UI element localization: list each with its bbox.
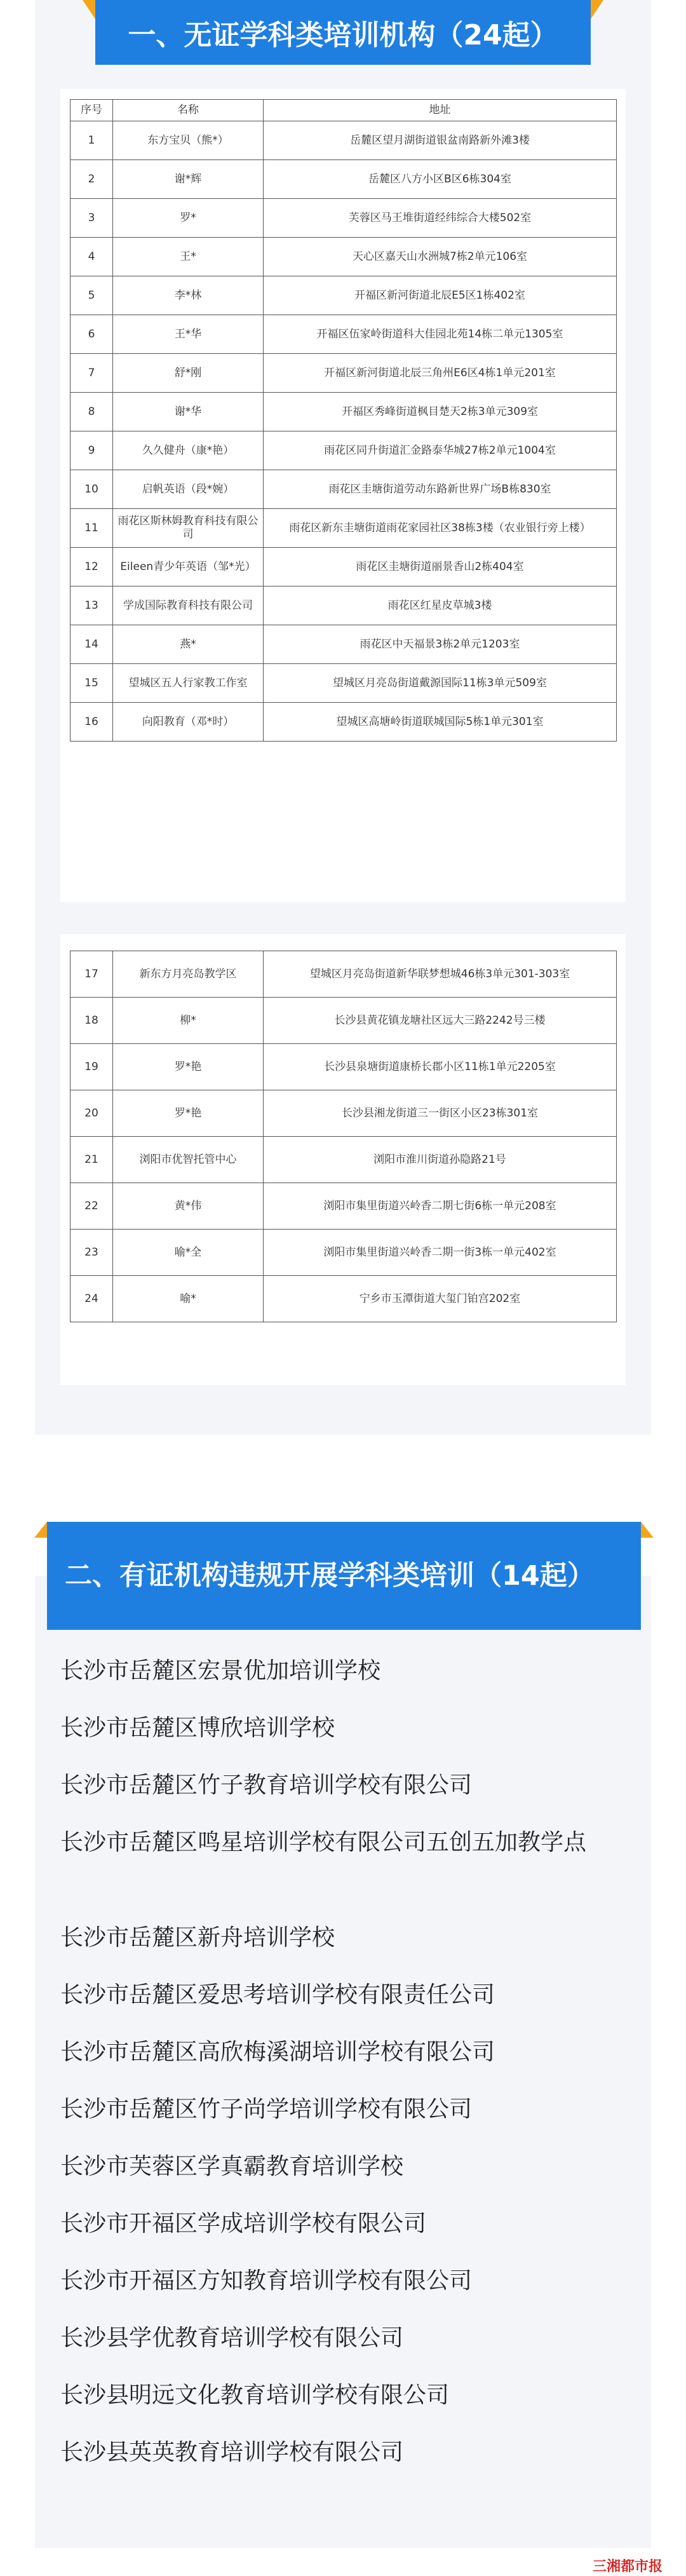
- row-number: 15: [71, 664, 113, 703]
- table-row: [71, 315, 617, 354]
- institution-address: 开福区秀峰街道枫目楚天2栋3单元309室: [264, 393, 617, 431]
- table-row: [71, 548, 617, 586]
- institution-address: 雨花区圭塘街道劳动东路新世界广场B栋830室: [264, 470, 617, 509]
- table-row: [71, 431, 617, 470]
- row-number: 4: [71, 238, 113, 276]
- list-item: 长沙市岳麓区新舟培训学校: [60, 1925, 335, 1951]
- institution-name: 柳*: [113, 998, 264, 1044]
- row-number: 14: [71, 625, 113, 664]
- institution-address: 长沙县泉塘街道康桥长郡小区11栋1单元2205室: [264, 1044, 617, 1090]
- table-row: [71, 160, 617, 199]
- institution-address: 浏阳市集里街道兴岭香二期七街6栋一单元208室: [264, 1183, 617, 1230]
- list-item: 长沙市岳麓区竹子尚学培训学校有限公司: [60, 2096, 473, 2122]
- row-number: 21: [71, 1137, 113, 1183]
- table-row: [71, 199, 617, 238]
- institution-table-part2: [70, 951, 617, 1322]
- list-item: 长沙市岳麓区博欣培训学校: [60, 1715, 335, 1741]
- institution-address: 望城区月亮岛街道戴源国际11栋3单元509室: [264, 664, 617, 703]
- row-number: 16: [71, 703, 113, 742]
- list-item: 长沙市岳麓区宏景优加培训学校: [60, 1658, 381, 1684]
- institution-address: 长沙县湘龙街道三一街区小区23栋301室: [264, 1090, 617, 1137]
- table-row: [71, 998, 617, 1044]
- table-row: [71, 238, 617, 276]
- row-number: 6: [71, 315, 113, 354]
- institution-address: 雨花区同升街道汇金路泰华城27栋2单元1004室: [264, 431, 617, 470]
- table-row: [71, 276, 617, 315]
- institution-name: Eileen青少年英语（邹*光）: [113, 548, 264, 586]
- institution-name: 王*: [113, 238, 264, 276]
- institution-name: 学成国际教育科技有限公司: [113, 586, 264, 625]
- table-row: [71, 354, 617, 393]
- institution-address: 长沙县黄花镇龙塘社区远大三路2242号三楼: [264, 998, 617, 1044]
- list-item: 长沙市岳麓区高欣梅溪湖培训学校有限公司: [60, 2039, 495, 2065]
- institution-name: 久久健舟（康*艳）: [113, 431, 264, 470]
- table-row: [71, 393, 617, 431]
- logo-text: 三湘都市报: [592, 2559, 663, 2575]
- institution-name: 浏阳市优智托管中心: [113, 1137, 264, 1183]
- institution-name: 黄*伟: [113, 1183, 264, 1230]
- institution-name: 罗*: [113, 199, 264, 238]
- row-number: 1: [71, 121, 113, 160]
- document-page-2: [60, 934, 626, 1385]
- institution-name: 罗*艳: [113, 1044, 264, 1090]
- table-row: [71, 1044, 617, 1090]
- header-right-corner: [641, 1522, 654, 1538]
- row-number: 12: [71, 548, 113, 586]
- institution-name: 王*华: [113, 315, 264, 354]
- institution-address: 开福区伍家岭街道科大佳园北苑14栋二单元1305室: [264, 315, 617, 354]
- institution-address: 雨花区圭塘街道丽景香山2栋404室: [264, 548, 617, 586]
- institution-name: 罗*艳: [113, 1090, 264, 1137]
- institution-address: 天心区嘉天山水洲城7栋2单元106室: [264, 238, 617, 276]
- list-item: 长沙市开福区方知教育培训学校有限公司: [60, 2268, 473, 2294]
- institution-name: 舒*刚: [113, 354, 264, 393]
- institution-address: 雨花区新东圭塘街道雨花家园社区38栋3楼（农业银行旁上楼）: [264, 509, 617, 548]
- list-item: 长沙县英英教育培训学校有限公司: [60, 2439, 404, 2465]
- institution-address: 浏阳市集里街道兴岭香二期一街3栋一单元402室: [264, 1230, 617, 1276]
- institution-address: 芙蓉区马王堆街道经纬综合大楼502室: [264, 199, 617, 238]
- list-item: 长沙市岳麓区鸣星培训学校有限公司五创五加教学点: [60, 1829, 587, 1855]
- institution-name: 新东方月亮岛教学区: [113, 951, 264, 998]
- table-row: [71, 1137, 617, 1183]
- header-left-corner: [34, 1522, 47, 1538]
- row-number: 19: [71, 1044, 113, 1090]
- institution-name: 望城区五人行家教工作室: [113, 664, 264, 703]
- institution-name: 雨花区斯林姆教育科技有限公司: [113, 509, 264, 548]
- row-number: 8: [71, 393, 113, 431]
- table-row: [71, 951, 617, 998]
- table-row: [71, 1230, 617, 1276]
- row-number: 11: [71, 509, 113, 548]
- institution-name: 谢*华: [113, 393, 264, 431]
- institution-address: 望城区月亮岛街道新华联梦想城46栋3单元301-303室: [264, 951, 617, 998]
- list-item: 长沙县学优教育培训学校有限公司: [60, 2325, 404, 2351]
- table-row: [71, 703, 617, 742]
- row-number: 17: [71, 951, 113, 998]
- row-number: 2: [71, 160, 113, 199]
- institution-name: 启帆英语（段*婉）: [113, 470, 264, 509]
- institution-address: 岳麓区望月湖街道银盆南路新外滩3楼: [264, 121, 617, 160]
- row-number: 18: [71, 998, 113, 1044]
- table-header-row: [71, 100, 617, 121]
- institution-name: 喻*: [113, 1276, 264, 1322]
- header-left-corner: [83, 0, 95, 19]
- table-row: [71, 509, 617, 548]
- institution-address: 望城区高塘岭街道联城国际5栋1单元301室: [264, 703, 617, 742]
- row-number: 20: [71, 1090, 113, 1137]
- list-item: 长沙市岳麓区爱思考培训学校有限责任公司: [60, 1982, 495, 2008]
- row-number: 7: [71, 354, 113, 393]
- institution-name: 谢*辉: [113, 160, 264, 199]
- row-number: 10: [71, 470, 113, 509]
- list-item: 长沙市岳麓区竹子教育培训学校有限公司: [60, 1772, 473, 1798]
- row-number: 3: [71, 199, 113, 238]
- table-row: [71, 470, 617, 509]
- table-row: [71, 625, 617, 664]
- list-item: 长沙市芙蓉区学真霸教育培训学校: [60, 2153, 404, 2179]
- row-number: 9: [71, 431, 113, 470]
- row-number: 13: [71, 586, 113, 625]
- table-row: [71, 1090, 617, 1137]
- table-row: [71, 121, 617, 160]
- institution-address: 开福区新河街道北辰三角州E6区4栋1单元201室: [264, 354, 617, 393]
- column-header: 名称: [113, 100, 264, 121]
- institution-name: 向阳教育（邓*时）: [113, 703, 264, 742]
- document-page-1: [60, 89, 626, 902]
- institution-name: 李*林: [113, 276, 264, 315]
- institution-address: 雨花区中天福景3栋2单元1203室: [264, 625, 617, 664]
- institution-name: 燕*: [113, 625, 264, 664]
- institution-address: 浏阳市淮川街道孙隐路21号: [264, 1137, 617, 1183]
- list-item: 长沙县明远文化教育培训学校有限公司: [60, 2382, 450, 2408]
- newspaper-logo: [577, 2554, 678, 2576]
- institution-table-part1: [70, 99, 617, 742]
- header-right-corner: [591, 0, 603, 19]
- row-number: 24: [71, 1276, 113, 1322]
- table-row: [71, 586, 617, 625]
- section1-title: 一、无证学科类培训机构（24起）: [95, 0, 591, 65]
- column-header: 序号: [71, 100, 113, 121]
- licensed-institution-list: [60, 1652, 632, 2491]
- institution-address: 宁乡市玉潭街道大玺门铂宫202室: [264, 1276, 617, 1322]
- section2-title: 二、有证机构违规开展学科类培训（14起）: [47, 1522, 641, 1630]
- institution-address: 雨花区红星皮草城3楼: [264, 586, 617, 625]
- column-header: 地址: [264, 100, 617, 121]
- table-row: [71, 1276, 617, 1322]
- list-item: 长沙市开福区学成培训学校有限公司: [60, 2211, 427, 2237]
- table-row: [71, 1183, 617, 1230]
- institution-name: 喻*全: [113, 1230, 264, 1276]
- row-number: 22: [71, 1183, 113, 1230]
- row-number: 23: [71, 1230, 113, 1276]
- institution-name: 东方宝贝（熊*）: [113, 121, 264, 160]
- table-row: [71, 664, 617, 703]
- institution-address: 开福区新河街道北辰E5区1栋402室: [264, 276, 617, 315]
- row-number: 5: [71, 276, 113, 315]
- institution-address: 岳麓区八方小区B区6栋304室: [264, 160, 617, 199]
